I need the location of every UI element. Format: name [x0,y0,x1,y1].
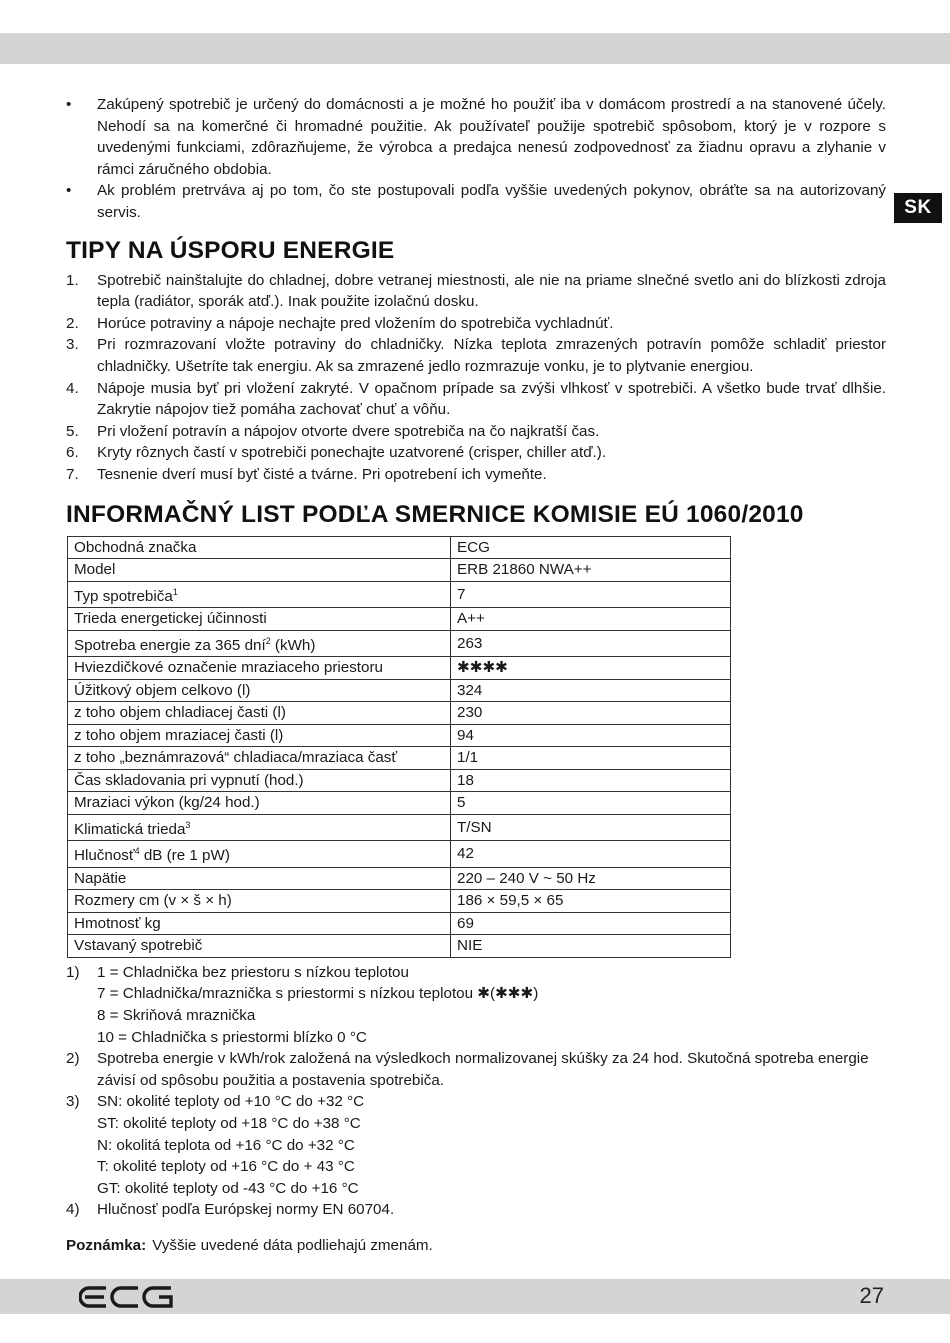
spec-label-text: Úžitkový objem celkovo (l) [74,681,251,699]
spec-label-text: z toho „beznámrazová“ chladiaca/mraziaca časť [74,749,398,767]
spec-label [68,536,451,559]
footnote-item [66,1091,886,1199]
tip-number: 3. [66,336,79,354]
footnote-ref: 2 [265,635,271,646]
footnote-number: 1) [66,963,80,981]
spec-label-text: Trieda energetickej účinnosti [74,610,267,628]
spec-value: 94 [451,724,731,747]
footnote-item [66,1199,886,1221]
spec-label-text: Model [74,561,116,578]
tip-text: Kryty rôznych častí v spotrebiči ponechajte uzatvorené (crisper, chiller atď.). [97,444,607,462]
footnote-line: GT: okolité teploty od -43 °C do +16 °C [97,1179,359,1197]
spec-label [68,630,451,657]
footnote-line: N: okolitá teplota od +16 °C do +32 °C [97,1136,355,1154]
spec-row [68,841,731,868]
intro-bullet [66,94,886,180]
intro-bullet [66,180,886,223]
spec-value: A++ [451,608,731,631]
spec-value: 220 – 240 V ~ 50 Hz [451,867,731,890]
spec-label [68,747,451,770]
tip-item [66,378,886,421]
spec-label-text: Typ spotrebiča [74,587,173,605]
tips-heading: TIPY NA ÚSPORU ENERGIE [66,236,395,264]
tip-number: 5. [66,422,79,440]
tip-item [66,464,886,486]
spec-value: 230 [451,702,731,725]
remark [66,1235,886,1257]
header-bar [0,33,950,64]
intro-bullet-list [66,94,886,224]
bullet-marker: • [66,96,72,113]
spec-label [68,559,451,582]
footnote-ref: 4 [134,846,140,857]
spec-row [68,657,731,680]
tip-number: 4. [66,379,79,397]
info-sheet-heading: INFORMAČNÝ LIST PODĽA SMERNICE KOMISIE EÚ 1060/2010 [66,500,804,528]
spec-label-text: Rozmery cm (v × š × h) [74,892,232,910]
footnote-line: 1 = Chladnička bez priestoru s nízkou teplotou [97,963,409,981]
tip-item [66,421,886,443]
spec-value: T/SN [451,814,731,841]
spec-row [68,747,731,770]
spec-value: 5 [451,792,731,815]
spec-row [68,536,731,559]
spec-label-text: Čas skladovania pri vypnutí (hod.) [74,771,304,789]
spec-row [68,912,731,935]
spec-label-text: Hlučnosť [74,847,135,865]
tip-text: Pri rozmrazovaní vložte potraviny do chladničky. Nízka teplota zmrazených potravín pomôže schladiť priestor chladničky. Ušetríte tak energiu. Ak sa zmrazené jedlo rozmrazuje vonku, je to plytvanie energiou. [97,336,886,375]
footnote-line: ST: okolité teploty od +18 °C do +38 °C [97,1114,361,1132]
spec-row [68,890,731,913]
ecg-logo [79,1286,175,1308]
spec-row [68,867,731,890]
footnote-ref: 3 [185,819,191,830]
remark-label: Poznámka: [66,1236,147,1254]
tips-list [66,270,886,486]
spec-label [68,841,451,868]
spec-label [68,608,451,631]
spec-value: NIE [451,935,731,958]
spec-row [68,769,731,792]
footnote-line: Hlučnosť podľa Európskej normy EN 60704. [97,1201,395,1219]
footnotes [66,962,886,1221]
spec-label [68,581,451,608]
spec-row [68,630,731,657]
spec-label-text: Spotreba energie za 365 dní [74,636,266,654]
spec-label [68,867,451,890]
spec-label-suffix: (kWh) [270,636,316,654]
tip-item [66,442,886,464]
spec-label [68,792,451,815]
spec-label-text: z toho objem chladiacej časti (l) [74,704,286,722]
spec-label-text: Klimatická trieda [74,820,186,838]
footnote-line: 8 = Skriňová mraznička [97,1006,256,1024]
spec-label [68,935,451,958]
spec-label-text: Obchodná značka [74,538,197,556]
spec-value: 324 [451,679,731,702]
tip-item [66,270,886,313]
footnote-ref: 1 [172,586,178,597]
spec-label [68,702,451,725]
footnote-number: 3) [66,1093,80,1111]
tip-item [66,334,886,377]
spec-label-text: Vstavaný spotrebič [74,937,203,955]
tip-text: Nápoje musia byť pri vložení zakryté. V opačnom prípade sa zvýši vlhkosť v spotrebiči. A všetko bude trvať dlhšie. Zakrytie nápojov tiež pomáha zachovať chuť a vôňu. [97,379,886,419]
spec-value: 186 × 59,5 × 65 [451,890,731,913]
footnote-line: 10 = Chladnička s priestormi blízko 0 °C [97,1028,367,1046]
spec-row [68,814,731,841]
footnote-line: 7 = Chladnička/mraznička s priestormi s nízkou teplotou ✱(✱✱✱) [97,985,539,1003]
tip-item [66,313,886,335]
page-content [66,94,886,1256]
spec-row [68,935,731,958]
footnote-item [66,962,886,1048]
spec-label [68,769,451,792]
spec-label [68,724,451,747]
spec-value: 1/1 [451,747,731,770]
spec-label-text: z toho objem mraziacej časti (l) [74,726,284,744]
spec-label [68,814,451,841]
spec-value: 18 [451,769,731,792]
spec-row [68,559,731,582]
spec-value: ECG [451,536,731,559]
spec-table [67,536,731,958]
spec-label [68,657,451,680]
spec-value: 7 [451,581,731,608]
spec-label [68,912,451,935]
footnote-item [66,1048,886,1091]
spec-row [68,702,731,725]
tip-text: Pri vložení potravín a nápojov otvorte dvere spotrebiča na čo najkratší čas. [97,422,600,440]
tip-number: 1. [66,271,79,289]
footnote-line: T: okolité teploty od +16 °C do + 43 °C [97,1158,355,1176]
spec-value: 263 [451,630,731,657]
page-number: 27 [859,1283,884,1308]
footnote-number: 4) [66,1201,80,1219]
spec-value: ✱✱✱✱ [451,657,731,680]
spec-value: 42 [451,841,731,868]
spec-row [68,792,731,815]
tip-number: 7. [66,465,79,483]
spec-label-text: Mraziaci výkon (kg/24 hod.) [74,794,260,812]
spec-label-text: Hmotnosť kg [74,914,161,932]
tip-text: Spotrebič nainštalujte do chladnej, dobre vetranej miestnosti, ale nie na priame slnečné svetlo ani do blízkosti zdroja tepla (radiátor, sporák atď.). Inak použite izolačnú dosku. [97,271,886,311]
spec-label [68,890,451,913]
footnote-line: Spotreba energie v kWh/rok založená na výsledkoch normalizovanej skúšky za 24 hod. Skutočná spotreba energie závisí od spôsobu použitia a postavenia spotrebiča. [97,1050,869,1089]
bullet-marker: • [66,182,72,200]
spec-row [68,608,731,631]
bullet-text: Ak problém pretrváva aj po tom, čo ste postupovali podľa vyššie uvedených pokynov, obráťte sa na autorizovaný servis. [97,182,886,221]
language-badge: SK [894,193,942,223]
bullet-text: Zakúpený spotrebič je určený do domácnosti a je možné ho použiť iba v domácom prostredí a na stanovené účely. Nehodí sa na komerčné či hromadné použitie. Ak používateľ použije spotrebič spôsobom, ktorý je v rozpore s uvedenými funkciami, zdôrazňujeme, že výrobca a predajca nenesú zodpovednosť za žiadnu opravu a zlyhanie v rámci záručného obdobia. [97,96,886,178]
spec-label-text: Napätie [74,869,127,887]
spec-row [68,679,731,702]
spec-value: 69 [451,912,731,935]
spec-label [68,679,451,702]
spec-row [68,724,731,747]
spec-value: ERB 21860 NWA++ [451,559,731,582]
spec-label-suffix: dB (re 1 pW) [139,847,230,865]
footnote-number: 2) [66,1050,80,1068]
tip-text: Horúce potraviny a nápoje nechajte pred vložením do spotrebiča vychladnúť. [97,314,614,332]
tip-text: Tesnenie dverí musí byť čisté a tvárne. Pri opotrebení ich vymeňte. [97,465,547,483]
spec-label-text: Hviezdičkové označenie mraziaceho priestoru [74,659,383,677]
tip-number: 2. [66,314,79,332]
spec-row [68,581,731,608]
tip-number: 6. [66,444,79,462]
remark-text: Vyššie uvedené dáta podliehajú zmenám. [152,1236,433,1254]
footnote-line: SN: okolité teploty od +10 °C do +32 °C [97,1093,365,1111]
